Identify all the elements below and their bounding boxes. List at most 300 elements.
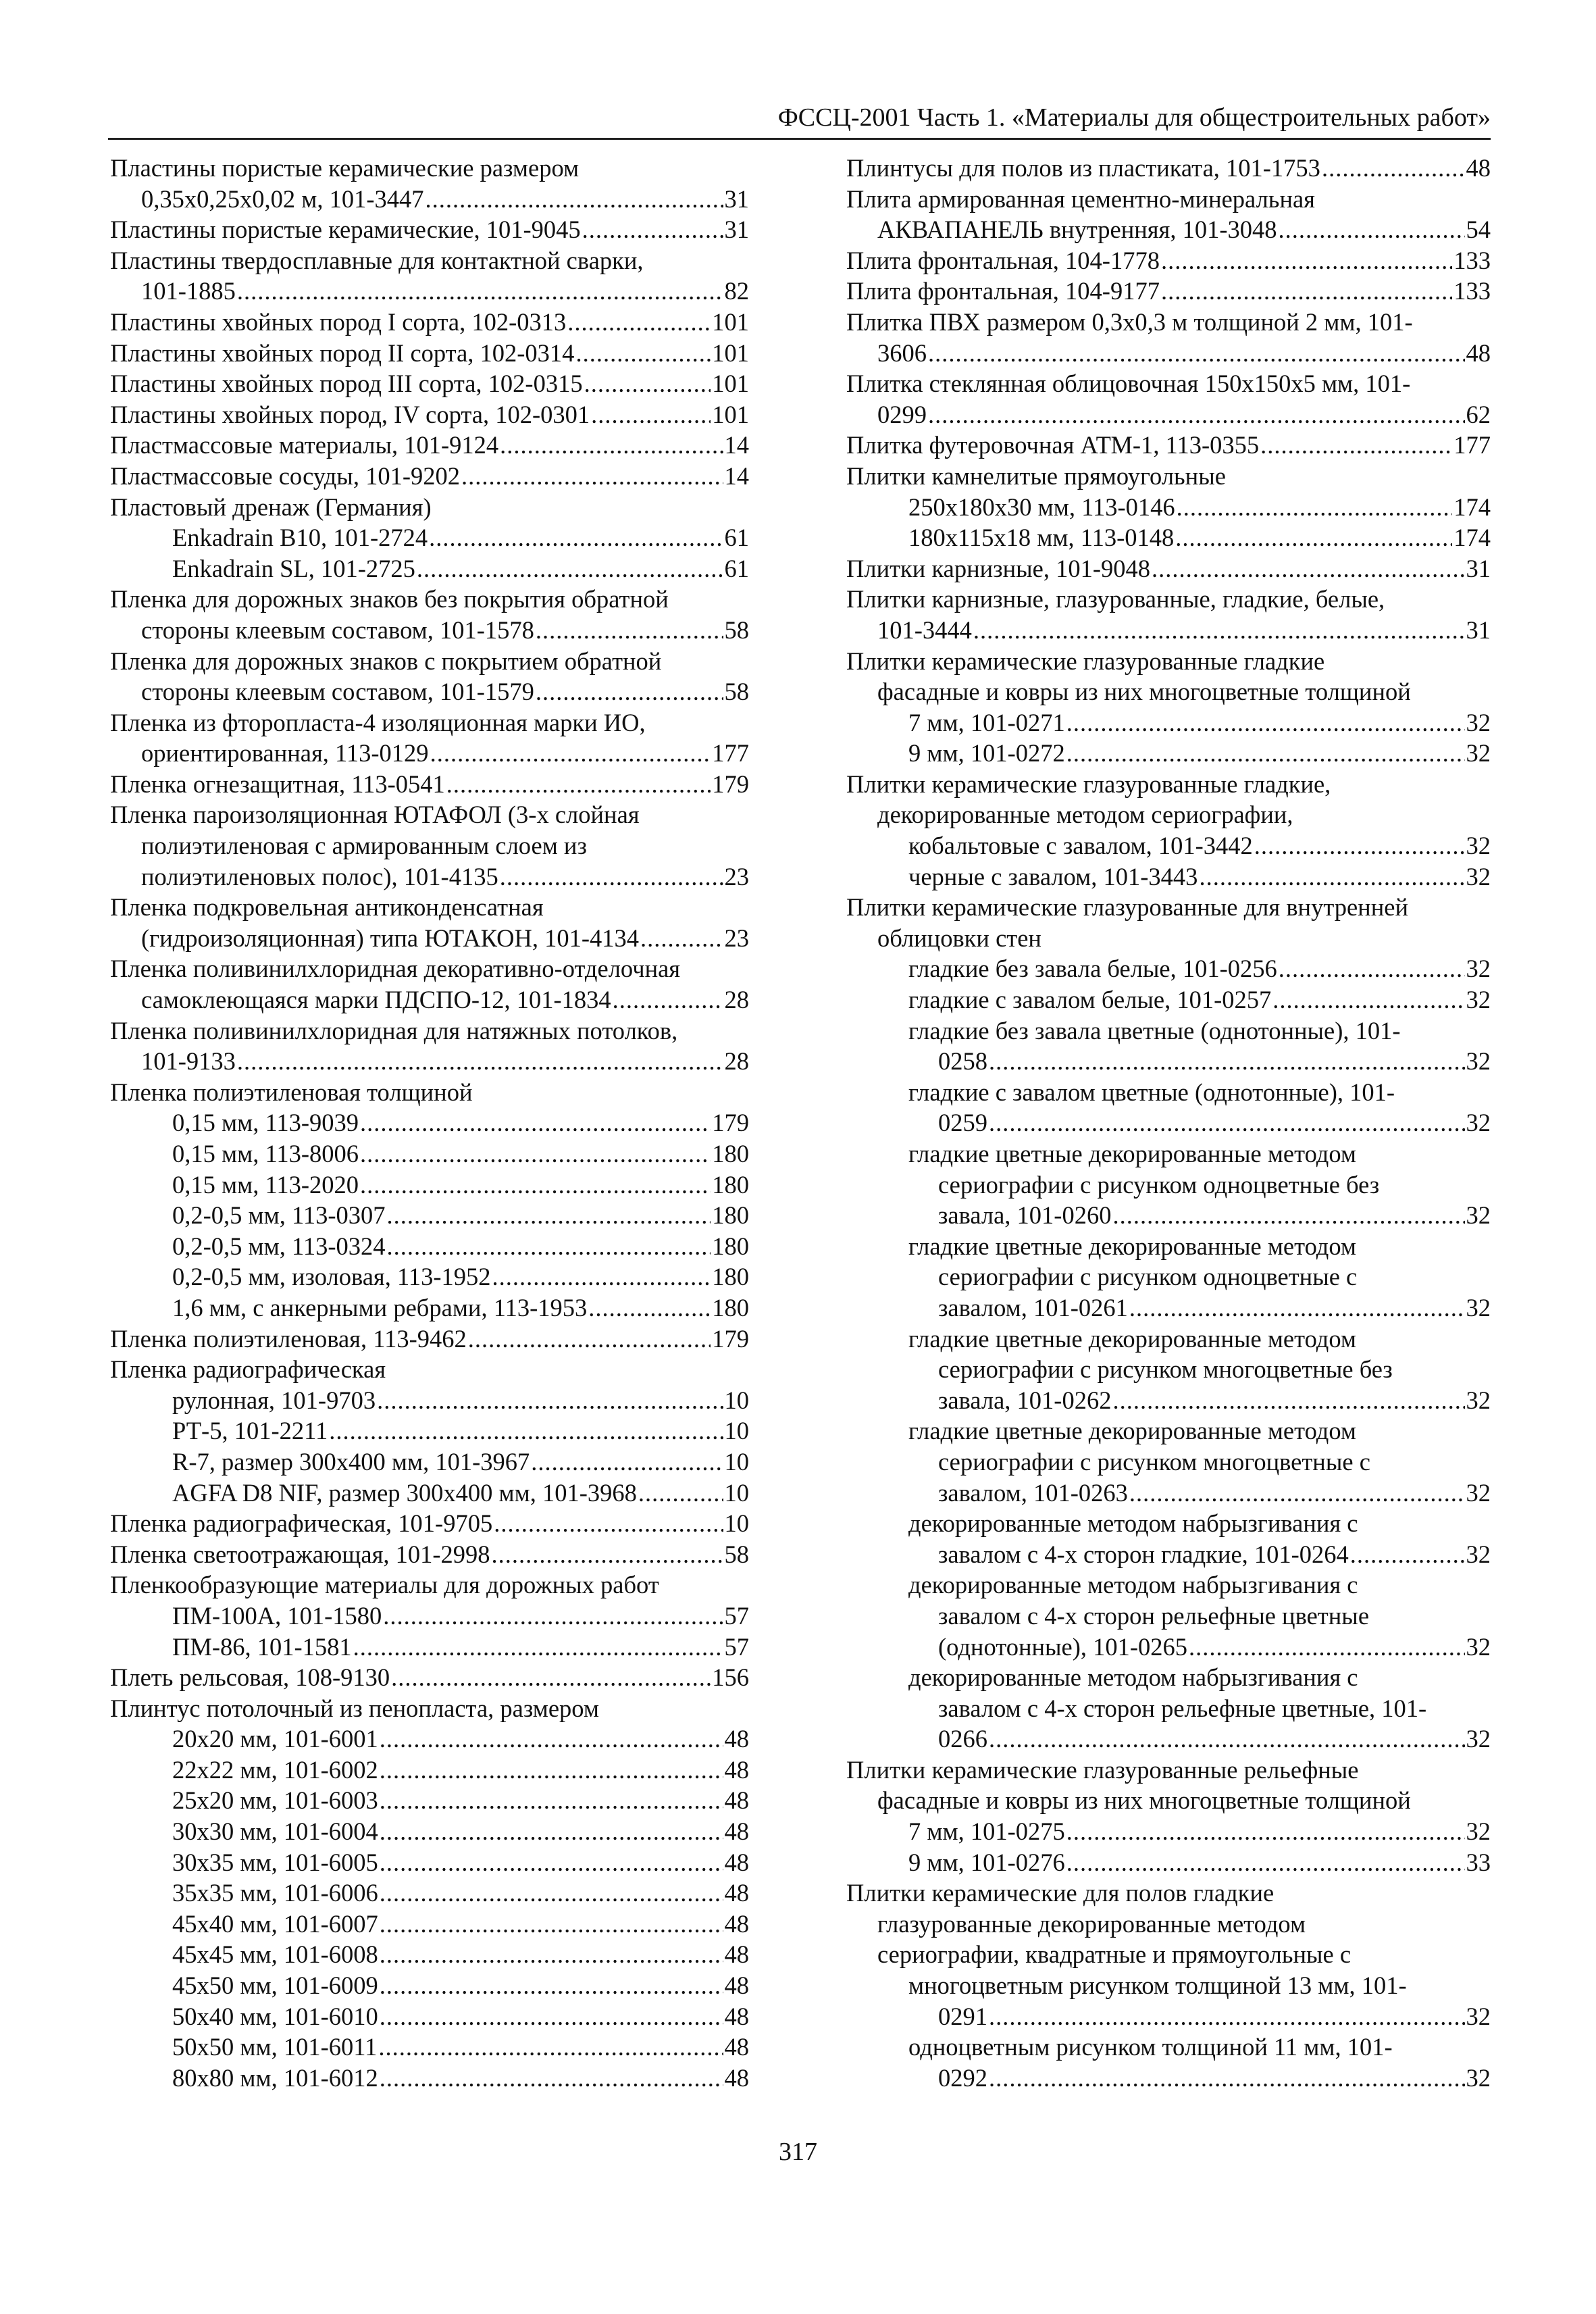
- index-entry: [110, 153, 749, 214]
- entry-page-number: 48: [724, 2063, 749, 2092]
- index-entry: [846, 1755, 1491, 1878]
- index-entry-line: Плитки керамические глазурованные рельефные: [846, 1755, 1359, 1784]
- index-entry-line: гладкие цветные декорированные методом: [908, 1417, 1357, 1445]
- index-entry-line: гладкие цветные декорированные методом: [908, 1324, 1357, 1353]
- index-entry: [110, 1354, 749, 1508]
- entry-page-number: 177: [712, 739, 749, 768]
- index-entry: [110, 461, 749, 492]
- entry-text: гладкие без завала белые, 101-0256: [908, 955, 1277, 983]
- index-entry-line-with-page: [846, 984, 1491, 1015]
- index-entry-line: Плита армированная цементно-минеральная: [846, 184, 1315, 213]
- dot-leader: [380, 2063, 723, 2094]
- index-entry-line-with-page: [846, 153, 1491, 184]
- index-entry: [110, 892, 749, 953]
- index-entry-line-with-page: [110, 1785, 749, 1816]
- index-entry-line-with-page: [846, 553, 1491, 584]
- index-entry-line: облицовки стен: [877, 924, 1041, 952]
- dot-leader: [237, 1046, 723, 1077]
- dot-leader: [536, 615, 723, 646]
- dot-leader: [575, 338, 711, 369]
- entry-text: самоклеющаяся марки ПДСПО-12, 101-1834: [141, 986, 611, 1014]
- entry-page-number: 179: [712, 1109, 749, 1137]
- entry-text: 3606: [877, 338, 927, 367]
- entry-page-number: 32: [1466, 986, 1491, 1014]
- dot-leader: [461, 461, 723, 492]
- entry-page-number: 180: [712, 1232, 749, 1260]
- entry-page-number: 31: [1466, 554, 1491, 582]
- index-entry-line-with-page: [110, 1909, 749, 1940]
- entry-page-number: 180: [712, 1201, 749, 1230]
- dot-leader: [1350, 1539, 1465, 1570]
- index-entry-line-with-page: [846, 1632, 1491, 1663]
- index-entry-line-with-page: [846, 615, 1491, 646]
- index-entry-line-with-page: [110, 368, 749, 399]
- dot-leader: [492, 1261, 711, 1292]
- index-entry-line: фасадные и ковры из них многоцветные толщиной: [877, 1786, 1411, 1815]
- dot-leader: [1066, 707, 1465, 738]
- index-entry-line-with-page: [110, 1200, 749, 1231]
- entry-text: 50х40 мм, 101-6010: [172, 2002, 378, 2030]
- entry-page-number: 48: [724, 1879, 749, 1907]
- entry-text: завалом, 101-0261: [938, 1293, 1128, 1322]
- index-entry-line-with-page: [110, 1939, 749, 1970]
- index-entry-line: сериографии, квадратные и прямоугольные с: [877, 1940, 1352, 1969]
- index-entry-line-with-page: [846, 1046, 1491, 1077]
- index-entry-line-with-page: [846, 430, 1491, 461]
- entry-page-number: 32: [1466, 1725, 1491, 1753]
- index-entry-line-with-page: [110, 1046, 749, 1077]
- entry-text: завалом с 4-х сторон гладкие, 101-0264: [938, 1540, 1349, 1568]
- entry-text: Пластмассовые сосуды, 101-9202: [110, 461, 460, 490]
- dot-leader: [1129, 1292, 1465, 1324]
- entry-text: 7 мм, 101-0275: [908, 1817, 1065, 1846]
- dot-leader: [1260, 430, 1452, 461]
- entry-text: ПМ-100А, 101-1580: [172, 1601, 382, 1630]
- entry-page-number: 31: [1466, 615, 1491, 644]
- index-entry-line-with-page: [110, 1231, 749, 1262]
- index-entry-line-with-page: [846, 399, 1491, 430]
- index-entry: [110, 1539, 749, 1570]
- index-entry-line: глазурованные декорированные методом: [877, 1909, 1306, 1938]
- entry-page-number: 48: [724, 2033, 749, 2061]
- index-entry-line: декорированные методом набрызгивания с: [908, 1509, 1358, 1538]
- index-entry-line: Пленка для дорожных знаков без покрытия обратной: [110, 585, 669, 613]
- entry-page-number: 58: [724, 1540, 749, 1568]
- dot-leader: [1161, 245, 1452, 276]
- index-entry-line: Пластины пористые керамические размером: [110, 154, 580, 182]
- index-entry-line-with-page: [110, 1662, 749, 1693]
- entry-page-number: 180: [712, 1293, 749, 1322]
- index-entry-line: декорированные методом набрызгивания с: [908, 1571, 1358, 1599]
- entry-page-number: 101: [712, 338, 749, 367]
- dot-leader: [353, 1632, 723, 1663]
- dot-leader: [1279, 953, 1465, 984]
- entry-page-number: 28: [724, 1047, 749, 1076]
- entry-text: Пленка полиэтиленовая, 113-9462: [110, 1324, 467, 1353]
- index-entry-line: Плитки керамические глазурованные для внутренней: [846, 893, 1408, 922]
- index-entry-line-with-page: [110, 1385, 749, 1416]
- entry-text: полиэтиленовых полос), 101-4135: [141, 862, 498, 890]
- entry-page-number: 174: [1453, 524, 1491, 552]
- entry-text: 45х45 мм, 101-6008: [172, 1940, 378, 1969]
- entry-page-number: 32: [1466, 1109, 1491, 1137]
- index-entry-line: сериографии с рисунком многоцветные без: [938, 1355, 1393, 1384]
- index-entry-line: Пленка пароизоляционная ЮТАФОЛ (3-х слойная: [110, 801, 640, 829]
- entry-text: Пленка огнезащитная, 113-0541: [110, 770, 445, 798]
- index-entry-line-with-page: [846, 2001, 1491, 2032]
- index-entry-line: завалом с 4-х сторон рельефные цветные: [938, 1601, 1370, 1630]
- entry-page-number: 32: [1466, 1478, 1491, 1507]
- entry-text: 22х22 мм, 101-6002: [172, 1755, 378, 1784]
- entry-text: Enkadrain SL, 101-2725: [172, 554, 415, 582]
- entry-page-number: 48: [724, 1909, 749, 1938]
- running-header: [108, 95, 1491, 140]
- index-entry: [846, 553, 1491, 584]
- index-entry-line-with-page: [846, 707, 1491, 738]
- entry-page-number: 32: [1466, 955, 1491, 983]
- index-entry: [846, 646, 1491, 769]
- entry-page-number: 48: [724, 1817, 749, 1846]
- index-entry-line: фасадные и ковры из них многоцветные толщиной: [877, 678, 1411, 706]
- index-entry-line: Плитки керамические глазурованные гладкие: [846, 647, 1325, 675]
- entry-page-number: 179: [712, 770, 749, 798]
- entry-page-number: 101: [712, 370, 749, 398]
- index-entry-line: одноцветным рисунком толщиной 11 мм, 101-: [908, 2033, 1393, 2061]
- index-entry: [846, 584, 1491, 645]
- entry-text: Пластины хвойных пород, IV сорта, 102-0301: [110, 400, 590, 428]
- entry-text: Плитки карнизные, 101-9048: [846, 554, 1150, 582]
- index-entry: [110, 368, 749, 399]
- entry-text: 50х50 мм, 101-6011: [172, 2033, 378, 2061]
- entry-page-number: 32: [1466, 708, 1491, 736]
- entry-page-number: 31: [724, 216, 749, 244]
- entry-text: Пластины хвойных пород III сорта, 102-0315: [110, 370, 583, 398]
- index-entry: [110, 769, 749, 800]
- entry-text: АКВАПАНЕЛЬ внутренняя, 101-3048: [877, 216, 1277, 244]
- index-entry-line-with-page: [846, 2063, 1491, 2094]
- index-entry: [110, 245, 749, 307]
- index-entry-line: Пленка полиэтиленовая толщиной: [110, 1078, 473, 1106]
- entry-text: Плинтусы для полов из пластиката, 101-1753: [846, 154, 1320, 182]
- entry-page-number: 31: [724, 184, 749, 213]
- index-entry-line-with-page: [110, 1970, 749, 2001]
- entry-text: Пленка радиографическая, 101-9705: [110, 1509, 493, 1538]
- entry-page-number: 177: [1453, 431, 1491, 459]
- entry-page-number: 61: [724, 554, 749, 582]
- index-entry-line: Пленка поливинилхлоридная для натяжных потолков,: [110, 1016, 678, 1045]
- index-entry: [846, 276, 1491, 307]
- dot-leader: [387, 1231, 711, 1262]
- dot-leader: [329, 1415, 723, 1447]
- entry-page-number: 32: [1466, 1293, 1491, 1322]
- entry-text: 45х50 мм, 101-6009: [172, 1971, 378, 2000]
- index-entry-line-with-page: [110, 338, 749, 369]
- dot-leader: [380, 1816, 723, 1847]
- entry-text: AGFA D8 NIF, размер 300х400 мм, 101-3968: [172, 1478, 637, 1507]
- entry-text: Плита фронтальная, 104-9177: [846, 277, 1160, 305]
- index-entry-line-with-page: [846, 1816, 1491, 1847]
- entry-page-number: 23: [724, 862, 749, 890]
- dot-leader: [380, 1847, 723, 1878]
- dot-leader: [446, 769, 711, 800]
- dot-leader: [500, 430, 723, 461]
- entry-page-number: 32: [1466, 2002, 1491, 2030]
- dot-leader: [928, 399, 1465, 430]
- dot-leader: [380, 1909, 723, 1940]
- entry-text: 0,2-0,5 мм, 113-0324: [172, 1232, 386, 1260]
- index-entry-line-with-page: [846, 738, 1491, 769]
- entry-page-number: 48: [724, 1786, 749, 1815]
- dot-leader: [377, 1385, 723, 1416]
- index-entry-line: Пленка из фторопласта-4 изоляционная марки ИО,: [110, 708, 646, 736]
- entry-text: завала, 101-0262: [938, 1386, 1112, 1414]
- entry-page-number: 14: [724, 431, 749, 459]
- dot-leader: [1272, 984, 1464, 1015]
- entry-text: (однотонные), 101-0265: [938, 1632, 1188, 1661]
- dot-leader: [638, 1478, 723, 1509]
- entry-page-number: 62: [1466, 400, 1491, 428]
- index-entry-line-with-page: [110, 1816, 749, 1847]
- index-entry: [110, 430, 749, 461]
- dot-leader: [1129, 1478, 1465, 1509]
- index-column-left: [110, 153, 749, 2093]
- dot-leader: [973, 615, 1465, 646]
- entry-page-number: 48: [724, 1848, 749, 1876]
- dot-leader: [1066, 1847, 1465, 1878]
- entry-text: Пленка светоотражающая, 101-2998: [110, 1540, 490, 1568]
- index-entry-line-with-page: [846, 1724, 1491, 1755]
- entry-page-number: 174: [1453, 493, 1491, 521]
- index-entry-line-with-page: [110, 553, 749, 584]
- entry-text: 180х115х18 мм, 113-0148: [908, 524, 1175, 552]
- entry-text: 0,15 мм, 113-9039: [172, 1109, 359, 1137]
- entry-page-number: 82: [724, 277, 749, 305]
- index-entry-line-with-page: [110, 2001, 749, 2032]
- entry-page-number: 180: [712, 1170, 749, 1199]
- index-entry-line: Пленка подкровельная антиконденсатная: [110, 893, 544, 922]
- index-entry: [846, 307, 1491, 368]
- entry-text: 9 мм, 101-0276: [908, 1848, 1065, 1876]
- dot-leader: [1112, 1385, 1464, 1416]
- index-entry-line: Пленка для дорожных знаков с покрытием обратной: [110, 647, 662, 675]
- entry-text: 101-1885: [141, 277, 236, 305]
- index-entry: [110, 953, 749, 1015]
- index-entry-line-with-page: [110, 1878, 749, 1909]
- dot-leader: [426, 184, 723, 215]
- index-entry-line-with-page: [110, 923, 749, 954]
- dot-leader: [588, 1292, 711, 1324]
- dot-leader: [613, 984, 723, 1015]
- index-entry-line-with-page: [846, 276, 1491, 307]
- entry-text: стороны клеевым составом, 101-1578: [141, 615, 534, 644]
- dot-leader: [360, 1107, 711, 1138]
- index-entry-line-with-page: [846, 214, 1491, 245]
- index-entry-line-with-page: [110, 1447, 749, 1478]
- dot-leader: [391, 1662, 711, 1693]
- dot-leader: [380, 1970, 723, 2001]
- entry-text: 1,6 мм, с анкерными ребрами, 113-1953: [172, 1293, 588, 1322]
- dot-leader: [584, 368, 711, 399]
- entry-page-number: 48: [724, 2002, 749, 2030]
- entry-page-number: 156: [712, 1663, 749, 1692]
- index-entry: [110, 646, 749, 707]
- dot-leader: [1066, 1816, 1465, 1847]
- entry-text: 35х35 мм, 101-6006: [172, 1879, 378, 1907]
- entry-page-number: 10: [724, 1417, 749, 1445]
- index-entry-line: Пластовый дренаж (Германия): [110, 493, 432, 521]
- index-entry-line: Плитки карнизные, глазурованные, гладкие, белые,: [846, 585, 1385, 613]
- entry-page-number: 180: [712, 1140, 749, 1167]
- entry-text: Плитка футеровочная АТМ-1, 113-0355: [846, 431, 1260, 459]
- dot-leader: [1322, 153, 1465, 184]
- index-entry-line: Пленка поливинилхлоридная декоративно-отделочная: [110, 955, 681, 983]
- dot-leader: [492, 1539, 723, 1570]
- index-entry-line: декорированные методом набрызгивания с: [908, 1663, 1358, 1692]
- entry-page-number: 32: [1466, 1540, 1491, 1568]
- entry-text: 9 мм, 101-0272: [908, 739, 1065, 768]
- dot-leader: [1066, 738, 1465, 769]
- index-entry-line-with-page: [846, 1200, 1491, 1231]
- dot-leader: [383, 1601, 723, 1632]
- entry-page-number: 32: [1466, 1817, 1491, 1846]
- dot-leader: [429, 522, 723, 553]
- dot-leader: [567, 307, 711, 338]
- index-entry-line-with-page: [110, 1292, 749, 1324]
- index-entry-line: гладкие с завалом цветные (однотонные), 101-: [908, 1078, 1395, 1106]
- index-entry: [846, 153, 1491, 184]
- entry-text: РТ-5, 101-2211: [172, 1417, 328, 1445]
- index-entry: [110, 1693, 749, 2094]
- entry-text: 0,35х0,25х0,02 м, 101-3447: [141, 184, 424, 213]
- dot-leader: [494, 1508, 723, 1539]
- index-entry-line-with-page: [110, 184, 749, 215]
- index-entry-line-with-page: [846, 1107, 1491, 1138]
- entry-text: 0,15 мм, 113-2020: [172, 1170, 359, 1199]
- dot-leader: [582, 214, 723, 245]
- entry-text: черные с завалом, 101-3443: [908, 862, 1198, 890]
- entry-text: 20х20 мм, 101-6001: [172, 1725, 378, 1753]
- index-entry-line-with-page: [110, 984, 749, 1015]
- index-entry-line-with-page: [110, 461, 749, 492]
- index-entry-line: гладкие цветные декорированные методом: [908, 1232, 1357, 1260]
- index-entry: [110, 584, 749, 645]
- entry-text: Плеть рельсовая, 108-9130: [110, 1663, 390, 1692]
- dot-leader: [591, 399, 711, 430]
- entry-text: (гидроизоляционная) типа ЮТАКОН, 101-4134: [141, 924, 639, 952]
- index-entry-line-with-page: [110, 1138, 749, 1169]
- dot-leader: [1112, 1200, 1464, 1231]
- index-entry-line: Пленкообразующие материалы для дорожных работ: [110, 1571, 659, 1599]
- entry-text: 0258: [938, 1047, 987, 1076]
- index-entry-line: Пластины твердосплавные для контактной сварки,: [110, 246, 644, 274]
- entry-page-number: 58: [724, 615, 749, 644]
- dot-leader: [1175, 522, 1452, 553]
- index-entry-line: полиэтиленовая с армированным слоем из: [141, 832, 587, 860]
- index-entry-line-with-page: [846, 492, 1491, 523]
- index-entry-line-with-page: [110, 1324, 749, 1355]
- index-entry: [846, 430, 1491, 461]
- entry-text: кобальтовые с завалом, 101-3442: [908, 832, 1253, 860]
- page-number: 317: [779, 2138, 817, 2166]
- entry-text: ориентированная, 113-0129: [141, 739, 429, 768]
- dot-leader: [380, 1878, 723, 1909]
- entry-page-number: 32: [1466, 1047, 1491, 1076]
- entry-page-number: 48: [724, 1755, 749, 1784]
- index-entry: [110, 214, 749, 245]
- entry-page-number: 48: [724, 1725, 749, 1753]
- dot-leader: [1189, 1632, 1464, 1663]
- dot-leader: [531, 1447, 723, 1478]
- entry-text: 80х80 мм, 101-6012: [172, 2063, 378, 2092]
- entry-page-number: 33: [1466, 1848, 1491, 1876]
- index-column-right: [846, 153, 1491, 2093]
- index-entry-line-with-page: [110, 276, 749, 307]
- index-entry-line-with-page: [110, 1632, 749, 1663]
- index-entry-line: Плитки керамические для полов гладкие: [846, 1879, 1275, 1907]
- index-entry-line-with-page: [110, 1261, 749, 1292]
- entry-text: рулонная, 101-9703: [172, 1386, 376, 1414]
- entry-text: 45х40 мм, 101-6007: [172, 1909, 378, 1938]
- index-entry-line-with-page: [110, 861, 749, 892]
- entry-text: ПМ-86, 101-1581: [172, 1632, 352, 1661]
- index-entry: [846, 1878, 1491, 2093]
- dot-leader: [1177, 492, 1453, 523]
- dot-leader: [387, 1200, 711, 1231]
- index-entry-line-with-page: [110, 1724, 749, 1755]
- index-entry: [110, 399, 749, 430]
- entry-text: Пластмассовые материалы, 101-9124: [110, 431, 499, 459]
- index-entry-line-with-page: [110, 2063, 749, 2094]
- index-entry-line-with-page: [846, 861, 1491, 892]
- index-entry-line-with-page: [110, 430, 749, 461]
- entry-page-number: 32: [1466, 739, 1491, 768]
- dot-leader: [1152, 553, 1465, 584]
- index-entry: [110, 1569, 749, 1662]
- index-entry-line-with-page: [110, 1539, 749, 1570]
- entry-page-number: 180: [712, 1263, 749, 1291]
- dot-leader: [360, 1169, 711, 1201]
- entry-text: 0259: [938, 1109, 987, 1137]
- dot-leader: [1254, 830, 1465, 861]
- index-entry-line-with-page: [110, 676, 749, 707]
- dot-leader: [380, 1785, 723, 1816]
- index-entry-line: гладкие без завала цветные (однотонные), 101-: [908, 1016, 1401, 1045]
- dot-leader: [928, 338, 1465, 369]
- entry-text: 30х35 мм, 101-6005: [172, 1848, 378, 1876]
- index-entry-line-with-page: [110, 307, 749, 338]
- index-entry-line: Плитка ПВХ размером 0,3х0,3 м толщиной 2 мм, 101-: [846, 307, 1413, 336]
- entry-page-number: 32: [1466, 1201, 1491, 1230]
- dot-leader: [360, 1138, 711, 1169]
- dot-leader: [237, 276, 723, 307]
- index-entry-line-with-page: [846, 1539, 1491, 1570]
- entry-page-number: 10: [724, 1509, 749, 1538]
- index-entry: [110, 1324, 749, 1355]
- index-entry-line-with-page: [110, 615, 749, 646]
- dot-leader: [989, 1046, 1465, 1077]
- dot-leader: [1161, 276, 1452, 307]
- dot-leader: [989, 1724, 1465, 1755]
- index-entry-line: декорированные методом сериографии,: [877, 801, 1293, 829]
- entry-text: 0266: [938, 1725, 987, 1753]
- entry-text: завала, 101-0260: [938, 1201, 1112, 1230]
- entry-page-number: 48: [1466, 338, 1491, 367]
- index-entry: [110, 492, 749, 584]
- index-entry: [110, 707, 749, 769]
- entry-text: Пластины хвойных пород II сорта, 102-0314: [110, 338, 575, 367]
- entry-page-number: 10: [724, 1447, 749, 1476]
- entry-page-number: 10: [724, 1386, 749, 1414]
